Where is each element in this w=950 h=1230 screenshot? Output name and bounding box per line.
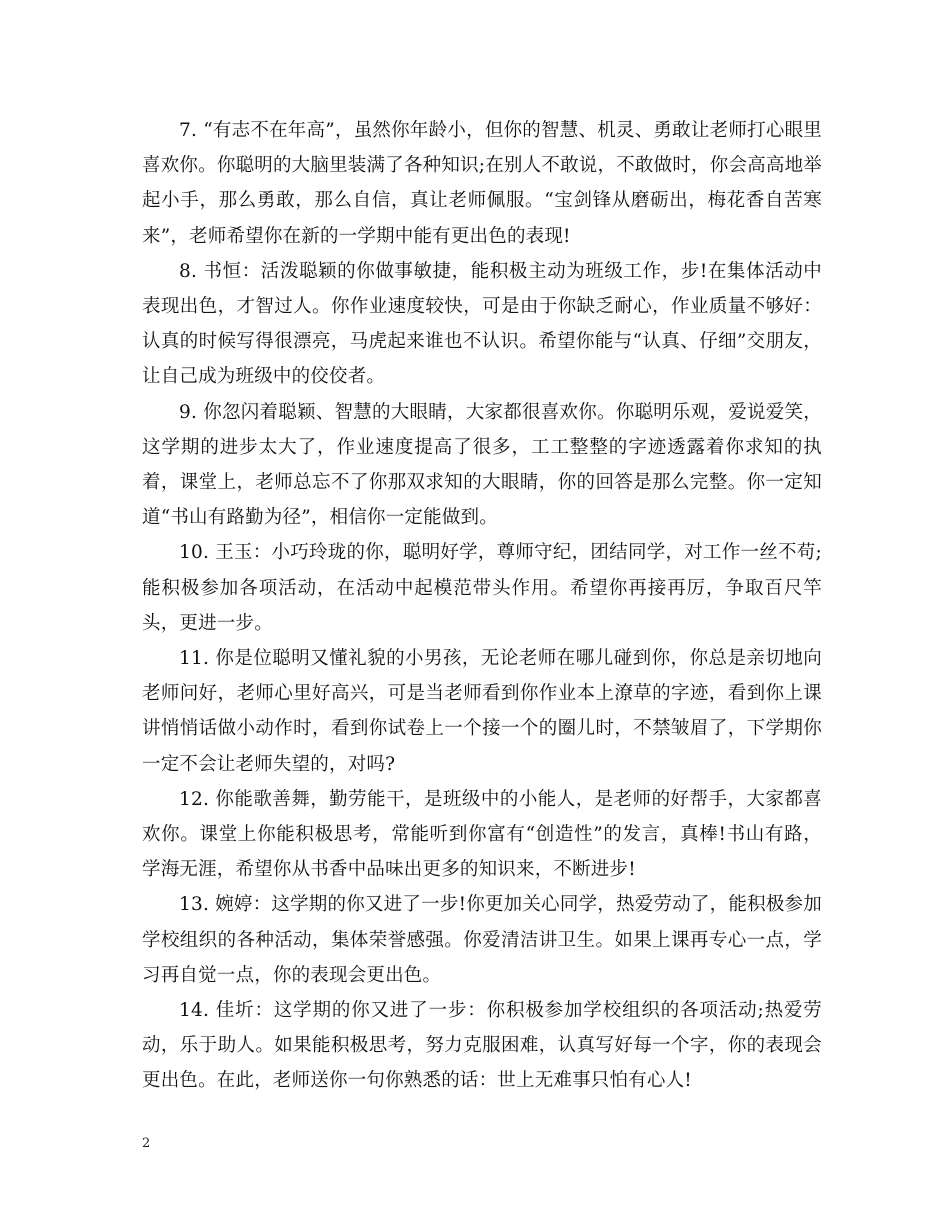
paragraph-8 [142,254,822,395]
paragraph-number: 8. [179,260,198,282]
paragraph-12 [142,782,822,888]
paragraph-number: 7. [179,120,198,141]
paragraph-text: 你忽闪着聪颖、智慧的大眼睛，大家都很喜欢你。你聪明乐观，爱说爱笑，这学期的进步太大了，作业速度提高了很多，工工整整的字迹透露着你求知的执着，课堂上，老师总忘不了你那双求知的大眼睛，你的回答是那么完整。你一定知道“书山有路勤为径”，相信你一定能做到。 [142,401,822,529]
paragraph-text: “有志不在年高”，虽然你年龄小，但你的智慧、机灵、勇敢让老师打心眼里喜欢你。你聪明的大脑里装满了各种知识;在别人不敢说，不敢做时，你会高高地举起小手，那么勇敢，那么自信，真让老师佩服。“宝剑锋从磨砺出，梅花香自苦寒来”，老师希望你在新的一学期中能有更出色的表现! [142,120,822,247]
paragraph-7 [142,113,822,254]
page-number: 2 [142,1136,151,1151]
paragraph-13 [142,887,822,993]
paragraph-number: 9. [179,401,198,423]
paragraph-text: 佳圻：这学期的你又进了一步：你积极参加学校组织的各项活动;热爱劳动，乐于助人。如果能积极思考，努力克服困难，认真写好每一个字，你的表现会更出色。在此，老师送你一句你熟悉的话：世上无难事只怕有心人! [142,1000,822,1092]
document-body [142,113,822,1099]
paragraph-text: 王玉：小巧玲珑的你，聪明好学，尊师守纪，团结同学，对工作一丝不苟;能积极参加各项活动，在活动中起模范带头作用。希望你再接再厉，争取百尺竿头，更进一步。 [142,542,822,634]
paragraph-text: 你是位聪明又懂礼貌的小男孩，无论老师在哪儿碰到你，你总是亲切地向老师问好，老师心里好高兴，可是当老师看到你作业本上潦草的字迹，看到你上课讲悄悄话做小动作时，看到你试卷上一个接一个的圈儿时，不禁皱眉了，下学期你一定不会让老师失望的，对吗? [142,648,822,775]
paragraph-number: 11. [179,648,210,670]
paragraph-number: 13. [179,894,210,916]
paragraph-text: 你能歌善舞，勤劳能干，是班级中的小能人，是老师的好帮手，大家都喜欢你。课堂上你能积极思考，常能听到你富有“创造性”的发言，真棒!书山有路，学海无涯，希望你从书香中品味出更多的知识来，不断进步! [142,788,822,881]
paragraph-11 [142,641,822,782]
paragraph-10 [142,535,822,641]
paragraph-text: 书恒：活泼聪颖的你做事敏捷，能积极主动为班级工作，步!在集体活动中表现出色，才智过人。你作业速度较快，可是由于你缺乏耐心，作业质量不够好：认真的时候写得很漂亮，马虎起来谁也不认识。希望你能与“认真、仔细”交朋友，让自己成为班级中的佼佼者。 [142,260,822,388]
paragraph-number: 14. [179,1000,210,1022]
paragraph-text: 婉婷：这学期的你又进了一步!你更加关心同学，热爱劳动了，能积极参加学校组织的各种活动，集体荣誉感强。你爱清洁讲卫生。如果上课再专心一点，学习再自觉一点，你的表现会更出色。 [142,894,822,986]
paragraph-number: 10. [179,542,210,564]
paragraph-9 [142,395,822,536]
paragraph-14 [142,993,822,1099]
paragraph-number: 12. [179,788,210,810]
